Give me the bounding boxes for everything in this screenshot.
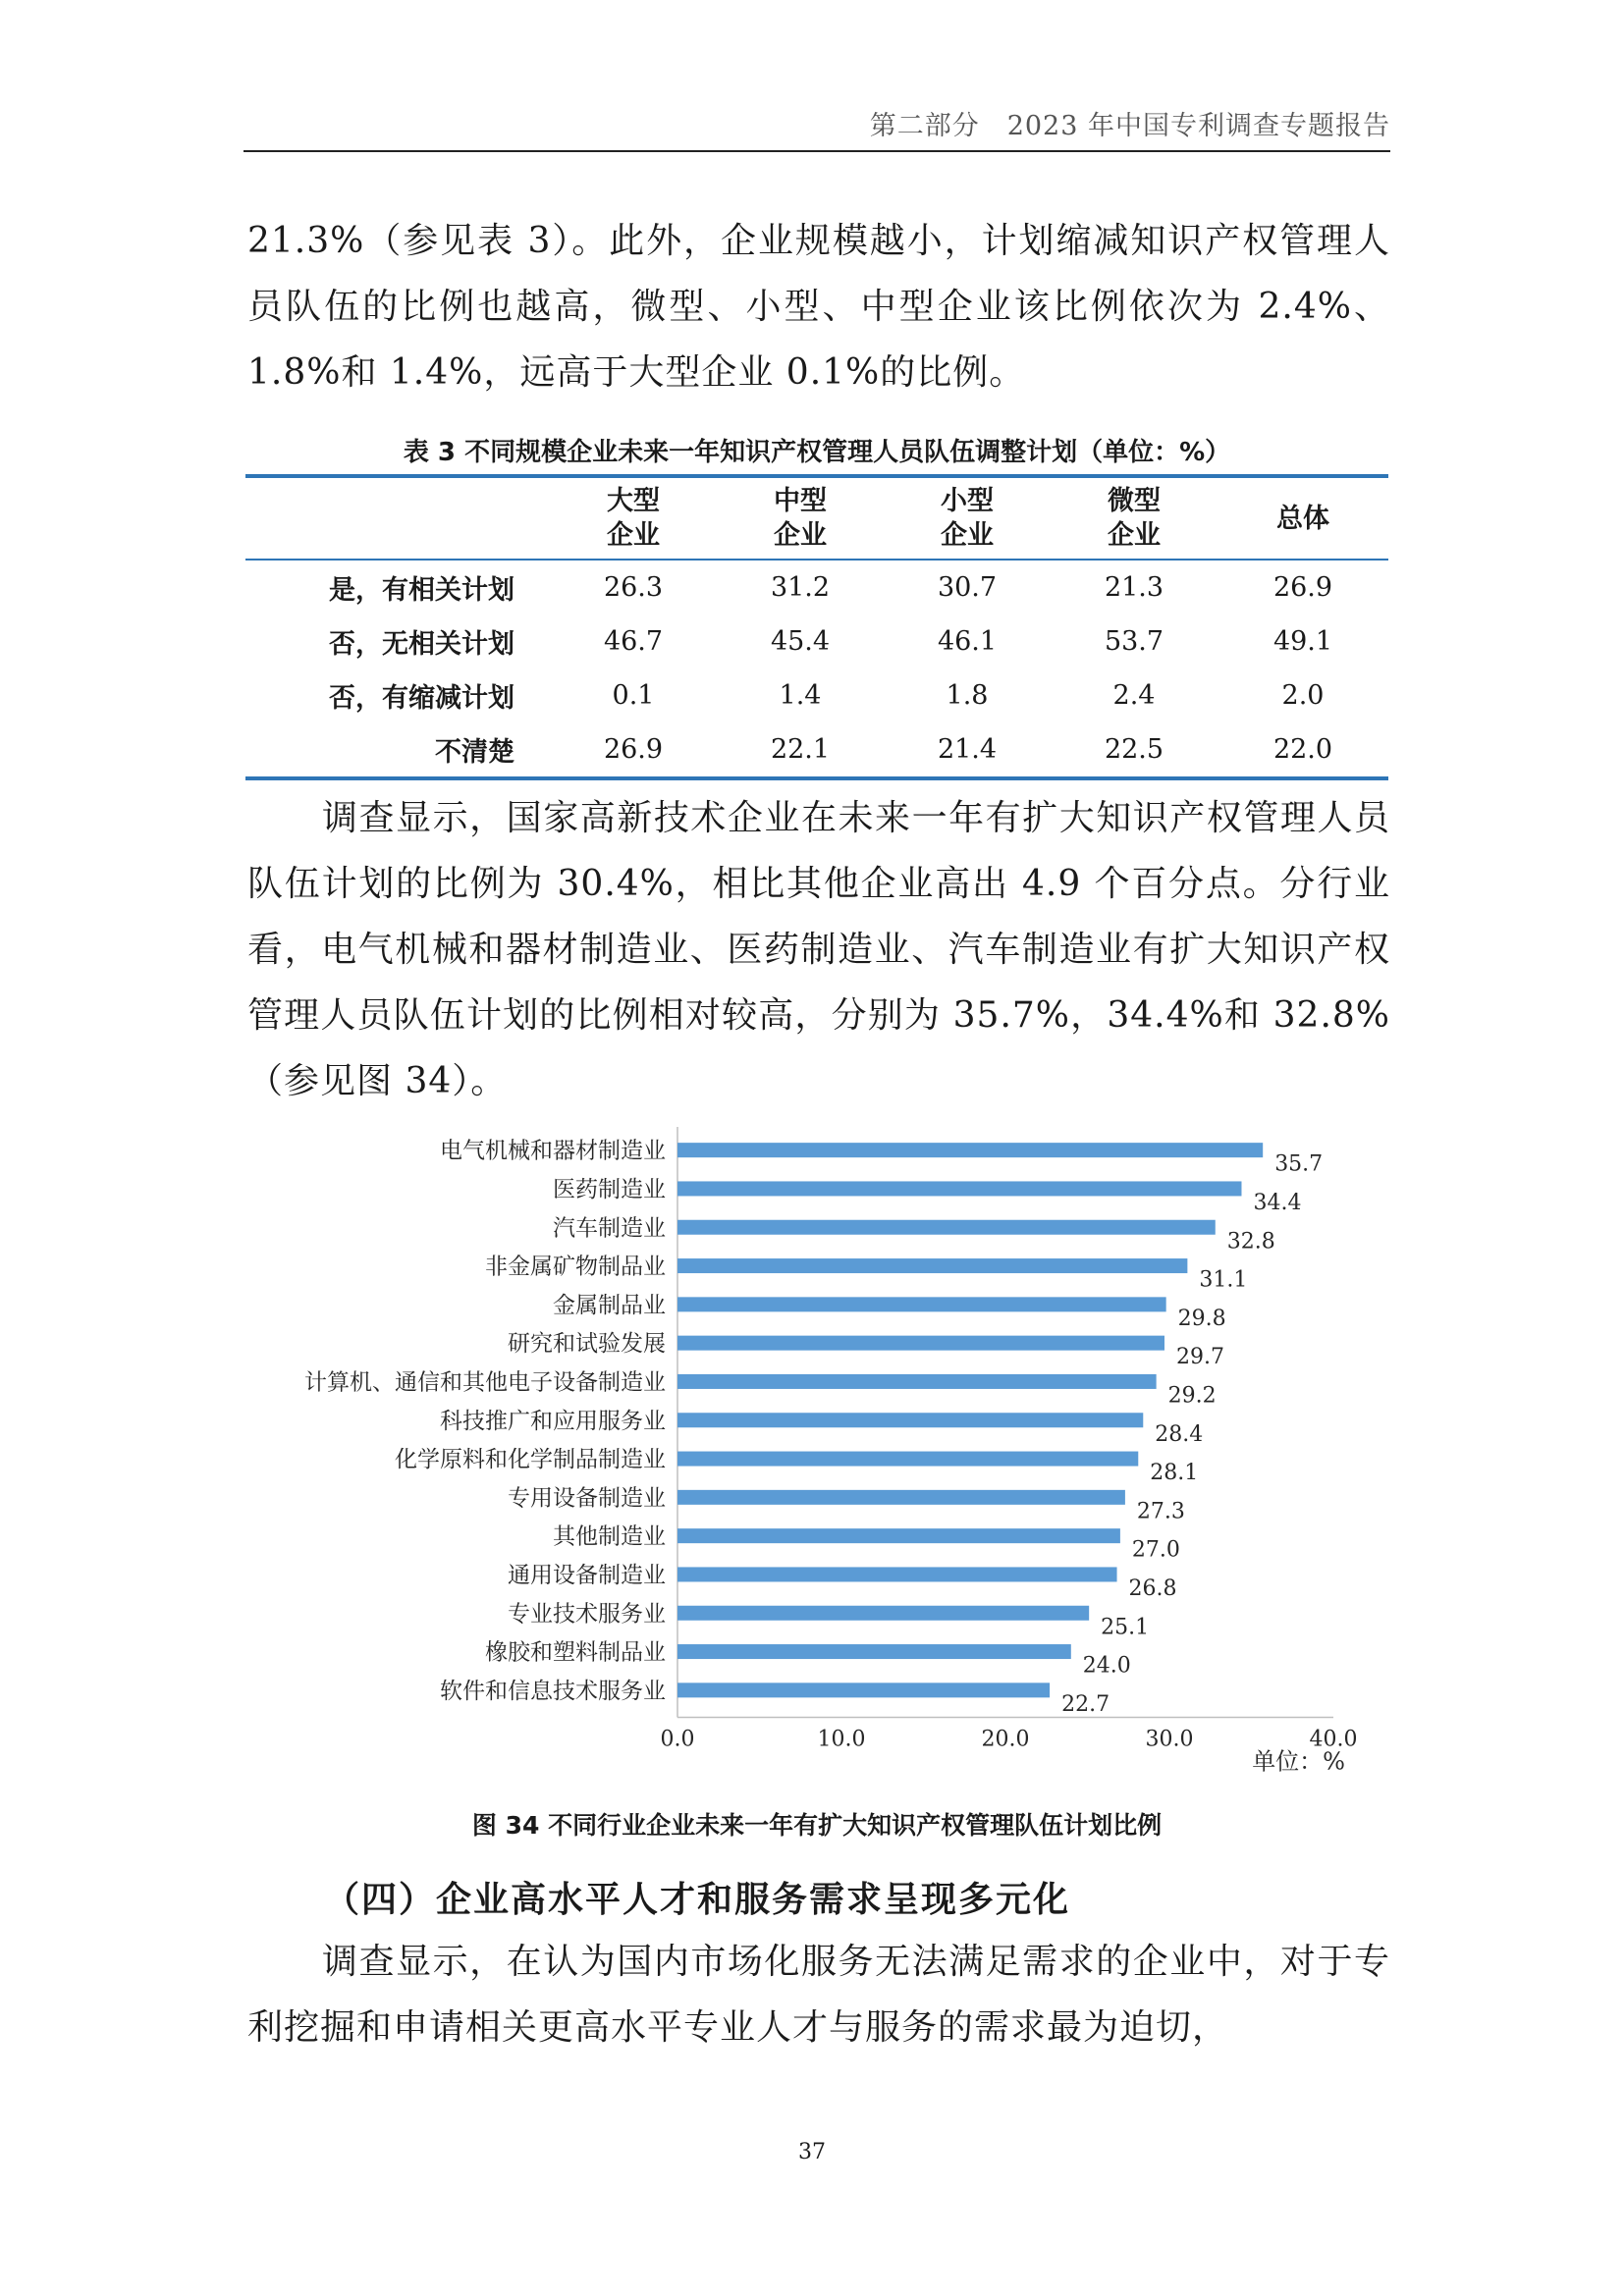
data-label: 24.0: [1082, 1653, 1131, 1679]
page-number: 37: [798, 2140, 826, 2164]
category-label: 研究和试验发展: [508, 1331, 666, 1358]
bar: [677, 1181, 1241, 1196]
table-cell: 45.4: [770, 626, 831, 657]
row-label: 否，有缩减计划: [329, 683, 514, 714]
data-label: 26.8: [1128, 1575, 1177, 1601]
data-label: 28.4: [1155, 1421, 1204, 1447]
table-cell: 26.3: [603, 572, 664, 603]
category-label: 化学原料和化学制品制造业: [395, 1447, 666, 1473]
category-label: 计算机、通信和其他电子设备制造业: [304, 1369, 666, 1396]
table-cell: 21.3: [1104, 572, 1164, 603]
unit-label: 单位：%: [1252, 1747, 1345, 1776]
bar-chart-svg: [236, 1119, 1365, 1787]
table-cell: 53.7: [1104, 626, 1164, 657]
category-label: 专业技术服务业: [508, 1601, 666, 1628]
table-cell: 49.1: [1272, 626, 1333, 657]
category-label: 医药制造业: [553, 1176, 666, 1202]
category-label: 橡胶和塑料制品业: [485, 1639, 666, 1666]
bar: [677, 1258, 1187, 1273]
category-label: 软件和信息技术服务业: [440, 1678, 666, 1704]
col-header-large: 大型 企业: [607, 486, 660, 551]
bar: [677, 1336, 1164, 1351]
row-label: 是，有相关计划: [329, 575, 514, 606]
table-cell: 22.0: [1272, 734, 1333, 765]
bar: [677, 1220, 1216, 1235]
data-label: 27.0: [1131, 1537, 1180, 1563]
x-tick-label: 10.0: [817, 1727, 866, 1752]
table-cell: 2.4: [1112, 680, 1156, 711]
table-cell: 31.2: [770, 572, 831, 603]
category-label: 科技推广和应用服务业: [440, 1408, 666, 1434]
row-label: 不清楚: [435, 737, 514, 768]
x-tick-label: 40.0: [1309, 1727, 1358, 1752]
paragraph-3: [247, 1929, 1390, 2060]
data-label: 27.3: [1136, 1499, 1185, 1524]
paragraph-1: [247, 208, 1390, 405]
paragraph-2-text: 调查显示，国家高新技术企业在未来一年有扩大知识产权管理人员队伍计划的比例为 30.4%，相比其他企业高出 4.9 个百分点。分行业看，电气机械和器材制造业、医药制造业、汽车制造业有扩大知识产权管理人员队伍计划的比例相对较高，分别为 35.7%，34.4%和 32.8%（参见图 34）。: [247, 798, 1390, 1101]
table-row: [245, 614, 1388, 668]
data-label: 29.7: [1175, 1345, 1224, 1370]
data-label: 25.1: [1101, 1615, 1150, 1640]
category-label: 金属制品业: [553, 1292, 666, 1318]
table-3-caption: 表 3 不同规模企业未来一年知识产权管理人员队伍调整计划（单位：%）: [403, 438, 1231, 467]
header-rule: [244, 150, 1390, 152]
bar: [677, 1490, 1125, 1505]
category-label: 电气机械和器材制造业: [440, 1138, 666, 1164]
bar: [677, 1528, 1120, 1543]
table-cell: 26.9: [1272, 572, 1333, 603]
row-label: 否，无相关计划: [329, 629, 514, 660]
table-cell: 46.7: [603, 626, 664, 657]
col-header-total: 总体: [1276, 503, 1329, 534]
table-3: [245, 474, 1388, 780]
table-cell: 22.5: [1104, 734, 1164, 765]
x-tick-label: 20.0: [981, 1727, 1030, 1752]
category-label: 专用设备制造业: [508, 1485, 666, 1512]
bar: [677, 1682, 1050, 1697]
table-cell: 22.1: [770, 734, 831, 765]
table-cell: 21.4: [937, 734, 998, 765]
table-row: [245, 722, 1388, 778]
bar-chart: [236, 1119, 1365, 1790]
data-label: 32.8: [1226, 1229, 1275, 1255]
table-row: [245, 668, 1388, 722]
paragraph-1-text: 21.3%（参见表 3）。此外，企业规模越小，计划缩减知识产权管理人员队伍的比例也越高，微型、小型、中型企业该比例依次为 2.4%、1.8%和 1.4%，远高于大型企业 0.1%的比例。: [247, 221, 1390, 393]
category-label: 非金属矿物制品业: [485, 1254, 666, 1280]
x-tick-label: 0.0: [660, 1727, 695, 1752]
bar: [677, 1297, 1166, 1311]
data-label: 29.2: [1167, 1383, 1217, 1409]
col-header-micro: 微型 企业: [1108, 486, 1161, 551]
data-label: 29.8: [1177, 1306, 1226, 1331]
paragraph-2: [247, 785, 1390, 1114]
paragraph-3-text: 调查显示，在认为国内市场化服务无法满足需求的企业中，对于专利挖掘和申请相关更高水平专业人才与服务的需求最为迫切，: [247, 1942, 1390, 2048]
col-header-medium: 中型 企业: [774, 486, 827, 551]
bar: [677, 1644, 1071, 1659]
table-cell: 1.4: [779, 680, 822, 711]
table-row: [245, 560, 1388, 614]
data-label: 22.7: [1061, 1691, 1110, 1717]
table-cell: 2.0: [1281, 680, 1325, 711]
data-label: 34.4: [1253, 1190, 1302, 1215]
table-cell: 30.7: [937, 572, 998, 603]
table-header-row: [245, 476, 1388, 560]
bar: [677, 1413, 1143, 1427]
bar: [677, 1374, 1157, 1389]
section-heading: （四）企业高水平人才和服务需求呈现多元化: [324, 1879, 1071, 1920]
category-label: 其他制造业: [553, 1523, 666, 1550]
data-label: 31.1: [1199, 1267, 1248, 1293]
figure-34-caption: 图 34 不同行业企业未来一年有扩大知识产权管理队伍计划比例: [471, 1811, 1163, 1840]
category-label: 通用设备制造业: [508, 1562, 666, 1588]
bar: [677, 1606, 1089, 1621]
table-cell: 1.8: [946, 680, 989, 711]
table-cell: 26.9: [603, 734, 664, 765]
col-header-small: 小型 企业: [941, 486, 994, 551]
data-label: 28.1: [1150, 1461, 1199, 1486]
category-label: 汽车制造业: [553, 1215, 666, 1242]
table-header-blank: [245, 476, 550, 560]
bar: [677, 1143, 1263, 1157]
data-label: 35.7: [1274, 1151, 1324, 1177]
x-tick-label: 30.0: [1145, 1727, 1194, 1752]
table-cell: 0.1: [612, 680, 655, 711]
bar: [677, 1452, 1138, 1467]
table-cell: 46.1: [937, 626, 998, 657]
bar: [677, 1567, 1117, 1581]
running-header: 第二部分 2023 年中国专利调查专题报告: [869, 111, 1390, 141]
